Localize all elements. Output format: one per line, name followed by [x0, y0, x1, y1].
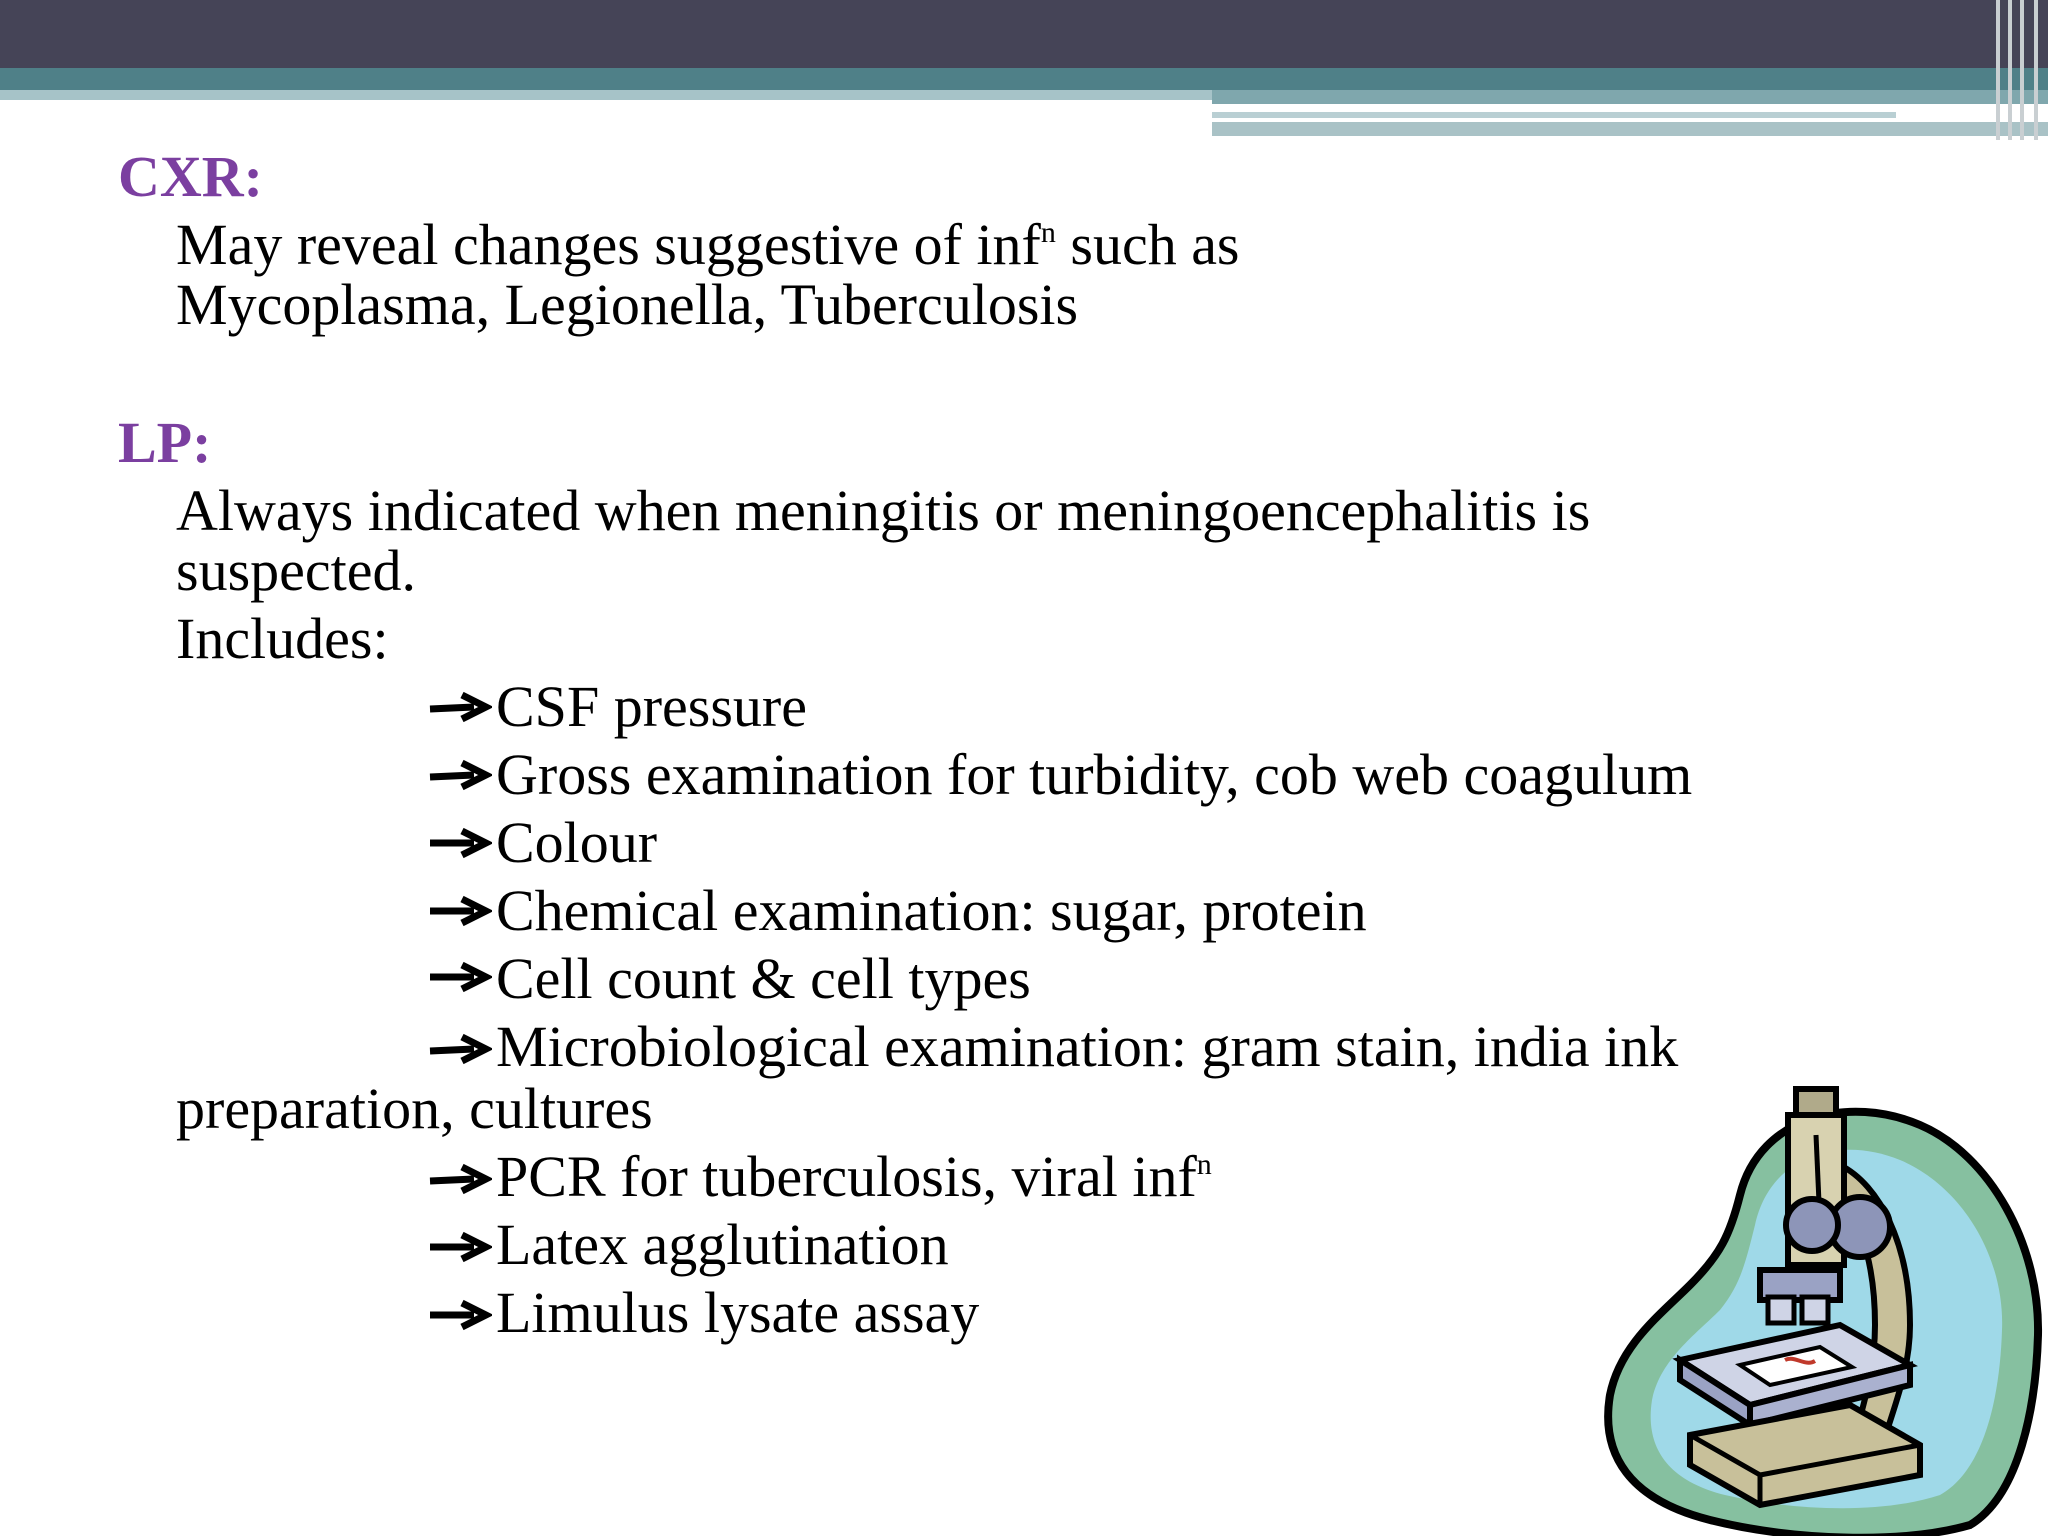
list-item	[428, 880, 1367, 942]
list-item-label: Chemical examination: sugar, protein	[496, 878, 1367, 943]
list-item	[428, 676, 807, 738]
list-item-label: Gross examination for turbidity, cob web coagulum	[496, 742, 1693, 807]
header-band	[0, 0, 2048, 68]
list-item-label: Limulus lysate assay	[496, 1280, 980, 1345]
cxr-line-1-text: May reveal changes suggestive of inf	[176, 212, 1041, 277]
header-light-stripe	[0, 90, 1212, 100]
header-thin-stripe-2	[1212, 122, 2048, 136]
right-arrow-icon	[428, 755, 492, 795]
list-item	[428, 1016, 1678, 1078]
list-item-superscript: n	[1196, 1148, 1212, 1181]
list-item	[428, 744, 1692, 806]
list-item	[428, 1146, 1212, 1208]
list-item-label: CSF pressure	[496, 674, 807, 739]
list-item	[428, 948, 1031, 1010]
cxr-heading: CXR:	[118, 144, 263, 209]
list-item	[428, 812, 657, 874]
microscope-icon	[1590, 1075, 2048, 1536]
right-arrow-icon	[428, 1225, 492, 1265]
list-item-label	[496, 1146, 1212, 1208]
header-vertical-lines	[1988, 0, 2048, 140]
lp-line-1: Always indicated when meningitis or meningoencephalitis is	[176, 478, 1591, 543]
list-item	[428, 1214, 949, 1276]
right-arrow-icon	[428, 891, 492, 931]
lp-includes-label: Includes:	[176, 606, 389, 671]
list-item	[428, 1282, 979, 1344]
right-arrow-icon	[428, 1027, 492, 1067]
right-arrow-icon	[428, 1157, 492, 1197]
list-item-text: PCR for tuberculosis, viral inf	[496, 1144, 1197, 1209]
right-arrow-icon	[428, 687, 492, 727]
list-item-label: Cell count & cell types	[496, 946, 1031, 1011]
list-item-label: Colour	[496, 810, 658, 875]
cxr-line-1	[176, 214, 1240, 276]
list-item-label: Latex agglutination	[496, 1212, 949, 1277]
list-item-continuation: preparation, cultures	[176, 1076, 653, 1141]
right-arrow-icon	[428, 1293, 492, 1333]
header-light-stripe-right	[1212, 90, 2048, 104]
list-item-label: Microbiological examination: gram stain, india ink	[496, 1014, 1679, 1079]
cxr-superscript: n	[1040, 216, 1056, 249]
lp-heading: LP:	[118, 410, 212, 475]
right-arrow-icon	[428, 823, 492, 863]
cxr-line-2: Mycoplasma, Legionella, Tuberculosis	[176, 272, 1079, 337]
right-arrow-icon	[428, 959, 492, 999]
lp-line-2: suspected.	[176, 538, 416, 603]
header-teal-band	[0, 68, 2048, 90]
cxr-line-1-tail: such as	[1055, 212, 1240, 277]
header-thin-stripe	[1212, 112, 1896, 118]
